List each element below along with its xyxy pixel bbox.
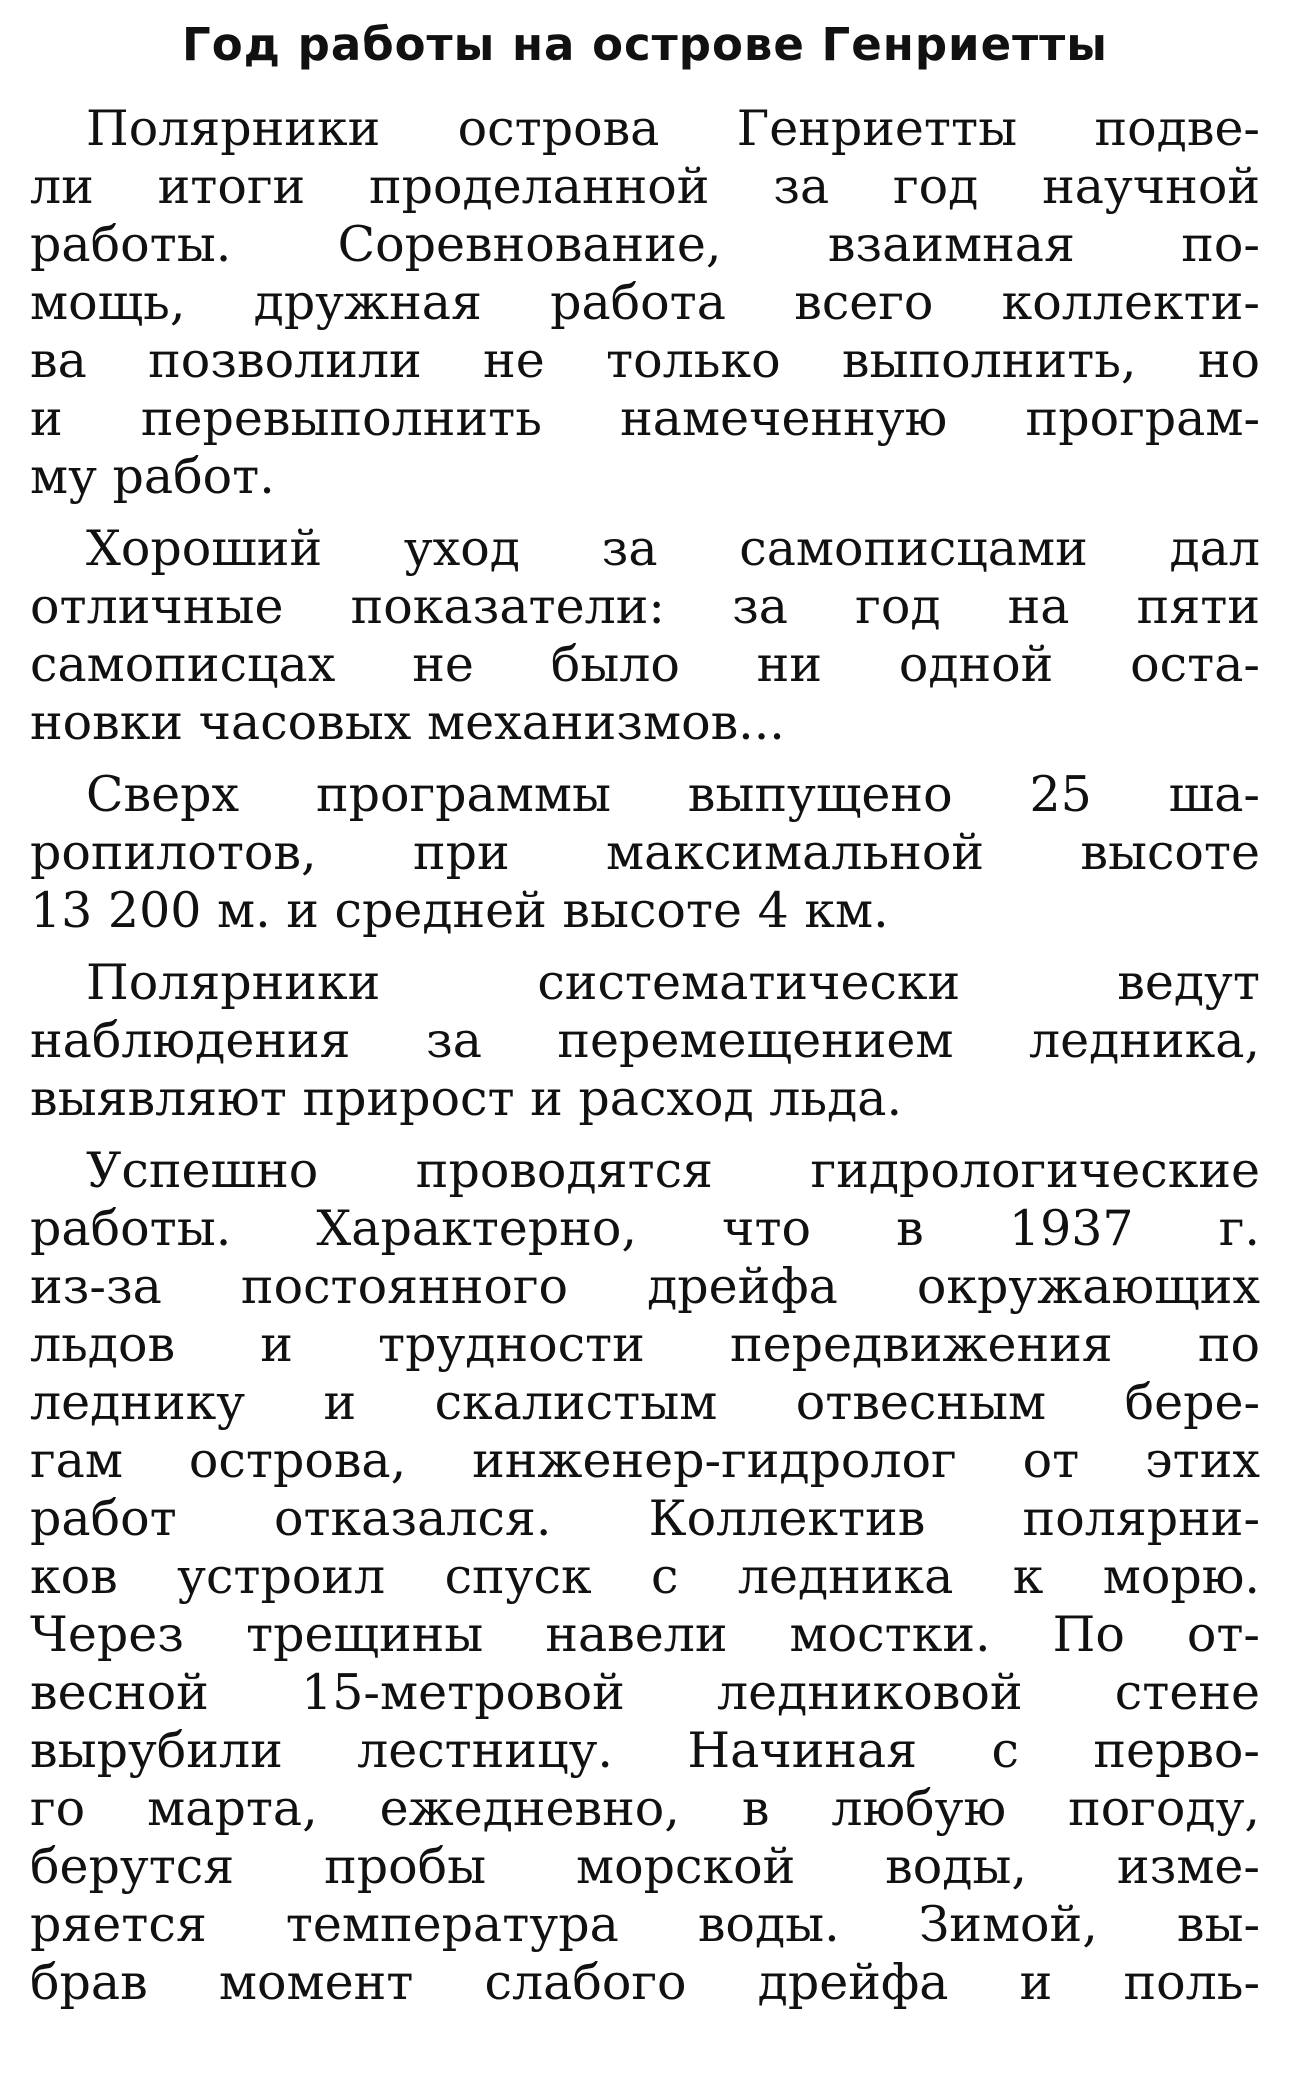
paragraph-5 (30, 1142, 1260, 2012)
text-line: вырубили лестницу. Начиная с перво- (30, 1722, 1260, 1779)
text-line: леднику и скалистым отвесным бере- (30, 1374, 1260, 1431)
text-line: льдов и трудности передвижения по (30, 1316, 1260, 1373)
text-line: новки часовых механизмов... (30, 694, 785, 751)
text-line: ропилотов, при максимальной высоте (30, 824, 1260, 881)
text-line: и перевыполнить намеченную програм- (30, 390, 1260, 447)
text-line: Успешно проводятся гидрологические (86, 1142, 1260, 1199)
text-line: ва позволили не только выполнить, но (30, 332, 1260, 389)
text-line: мощь, дружная работа всего коллекти- (30, 274, 1260, 331)
text-line: ряется температура воды. Зимой, вы- (30, 1896, 1260, 1953)
text-line: Через трещины навели мостки. По от- (30, 1606, 1260, 1663)
text-line: брав момент слабого дрейфа и поль- (30, 1954, 1260, 2011)
text-line: наблюдения за перемещением ледника, (30, 1012, 1260, 1069)
text-line: самописцах не было ни одной оста- (30, 636, 1260, 693)
text-line: отличные показатели: за год на пяти (30, 578, 1260, 635)
text-line: Сверх программы выпущено 25 ша- (86, 766, 1260, 823)
text-line: 13 200 м. и средней высоте 4 км. (30, 882, 889, 939)
text-line: го марта, ежедневно, в любую погоду, (30, 1780, 1260, 1837)
article-headline: Год работы на острове Генриетты (182, 18, 1108, 71)
paragraph-1 (30, 100, 1260, 506)
text-line: выявляют прирост и расход льда. (30, 1070, 903, 1127)
text-line: весной 15-метровой ледниковой стене (30, 1664, 1260, 1721)
text-line: му работ. (30, 448, 275, 505)
text-line: берутся пробы морской воды, изме- (30, 1838, 1260, 1895)
newspaper-article (30, 14, 1260, 2026)
text-line: работы. Характерно, что в 1937 г. (30, 1200, 1260, 1257)
text-line: работ отказался. Коллектив полярни- (30, 1490, 1260, 1547)
text-line: Полярники систематически ведут (86, 954, 1260, 1011)
text-line: работы. Соревнование, взаимная по- (30, 216, 1260, 273)
text-line: Полярники острова Генриетты подве- (86, 100, 1260, 157)
text-line: гам острова, инженер-гидролог от этих (30, 1432, 1260, 1489)
text-line: ли итоги проделанной за год научной (30, 158, 1260, 215)
text-line: ков устроил спуск с ледника к морю. (30, 1548, 1260, 1605)
text-line: из-за постоянного дрейфа окружающих (30, 1258, 1260, 1315)
text-line: Хороший уход за самописцами дал (86, 520, 1260, 577)
paragraph-4 (30, 954, 1260, 1128)
paragraph-3 (30, 766, 1260, 940)
paragraph-2 (30, 520, 1260, 752)
